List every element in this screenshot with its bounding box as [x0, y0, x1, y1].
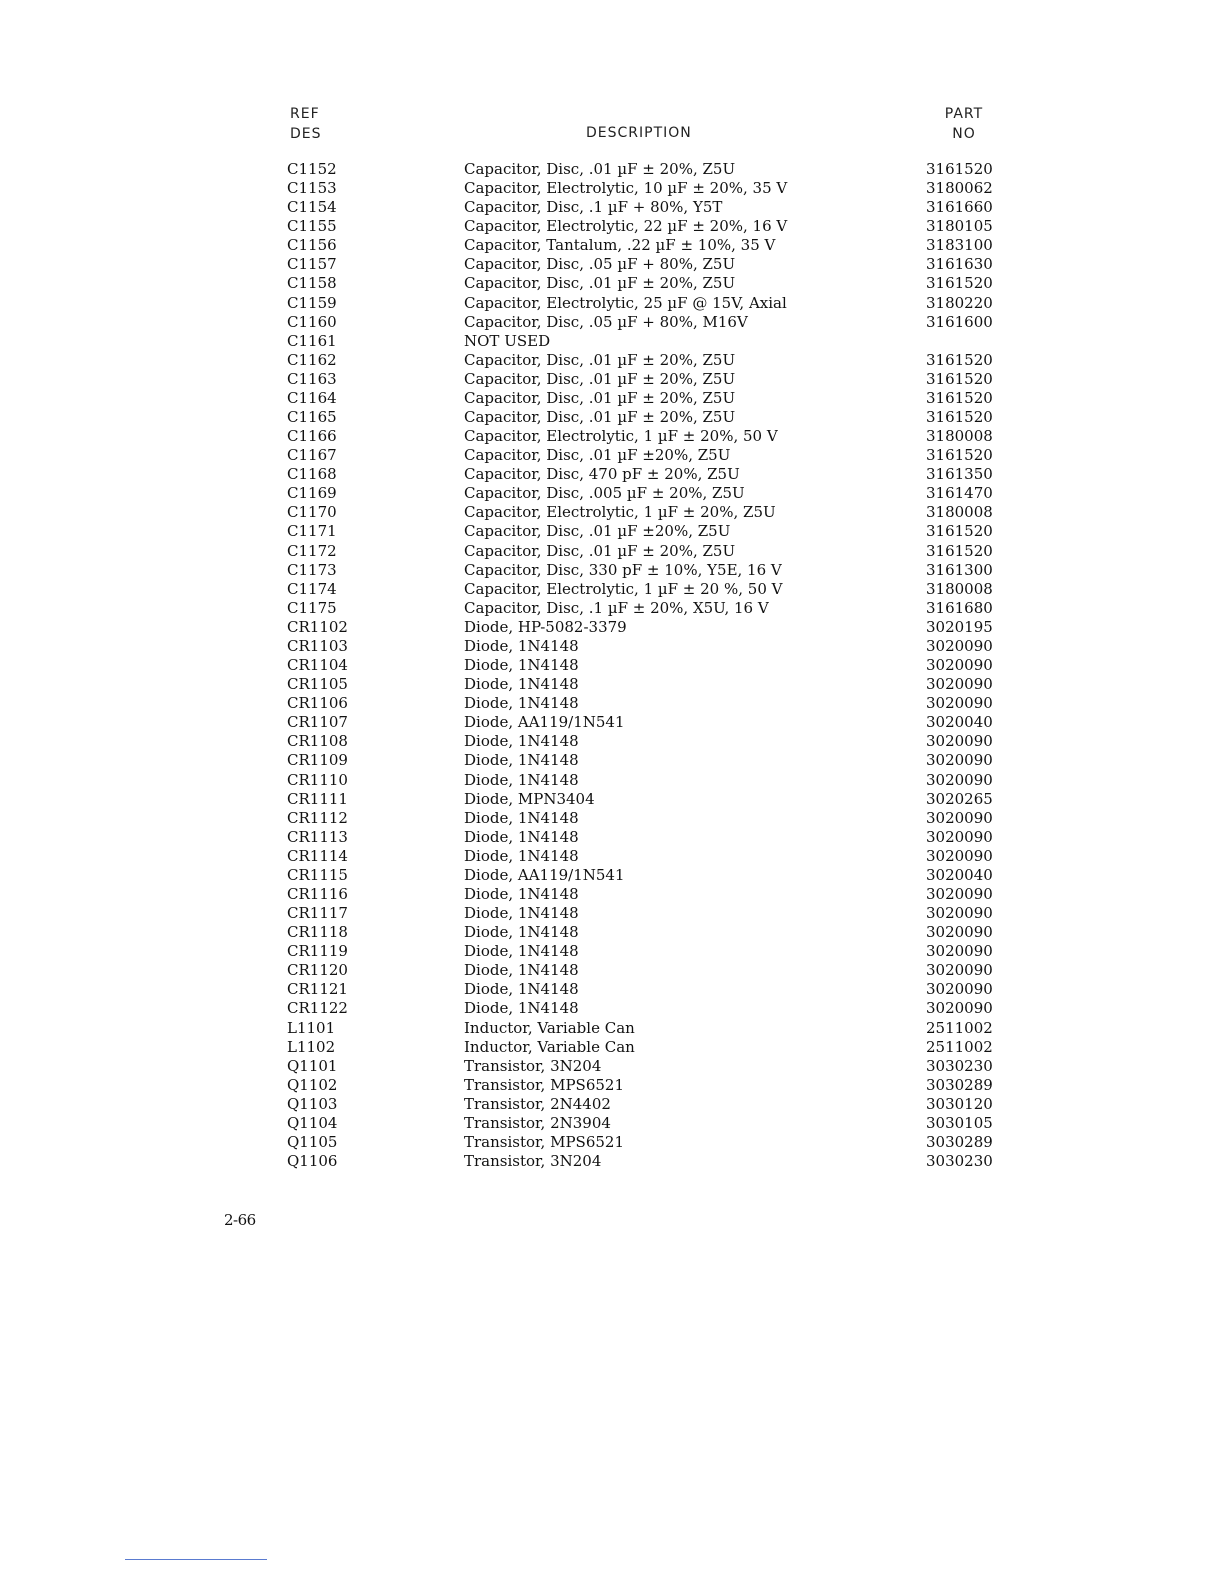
table-row	[0, 1133, 1224, 1152]
header-description: DESCRIPTION	[586, 125, 692, 141]
table-row	[0, 1152, 1224, 1171]
ref-des-cell: CR1104	[287, 656, 348, 675]
table-row	[0, 370, 1224, 389]
ref-des-cell: CR1115	[287, 865, 348, 884]
part-no-cell: 3030289	[926, 1132, 993, 1151]
part-no-cell: 3161520	[926, 274, 993, 293]
part-no-cell: 3180008	[926, 427, 993, 446]
table-row	[0, 217, 1224, 236]
table-row	[0, 542, 1224, 561]
table-row	[0, 522, 1224, 541]
ref-des-cell: CR1109	[287, 751, 348, 770]
part-no-cell: 3161470	[926, 484, 993, 503]
description-cell: Diode, HP-5082-3379	[464, 617, 627, 636]
description-cell: Capacitor, Disc, .05 µF + 80%, Z5U	[464, 255, 736, 274]
part-no-cell: 3161680	[926, 598, 993, 617]
header-part-line: PART	[944, 106, 984, 122]
table-row	[0, 236, 1224, 255]
table-row	[0, 408, 1224, 427]
description-cell: Capacitor, Disc, .01 µF ± 20%, Z5U	[464, 408, 736, 427]
description-cell: Diode, AA119/1N541	[464, 713, 625, 732]
description-cell: Diode, MPN3404	[464, 789, 595, 808]
table-row	[0, 771, 1224, 790]
table-header	[0, 104, 1224, 148]
ref-des-cell: CR1119	[287, 942, 348, 961]
table-row	[0, 961, 1224, 980]
part-no-cell: 3020090	[926, 656, 993, 675]
part-no-cell: 3180008	[926, 503, 993, 522]
ref-des-cell: C1169	[287, 484, 337, 503]
description-cell: Capacitor, Disc, .01 µF ± 20%, Z5U	[464, 274, 736, 293]
part-no-cell: 3161630	[926, 255, 993, 274]
part-no-cell: 3020090	[926, 961, 993, 980]
ref-des-cell: CR1103	[287, 636, 348, 655]
description-cell: Diode, 1N4148	[464, 808, 579, 827]
part-no-cell: 3161520	[926, 350, 993, 369]
part-no-cell: 3020090	[926, 846, 993, 865]
description-cell: Capacitor, Disc, .01 µF ± 20%, Z5U	[464, 541, 736, 560]
part-no-cell: 3020195	[926, 617, 993, 636]
description-cell: Capacitor, Electrolytic, 1 µF ± 20%, Z5U	[464, 503, 776, 522]
ref-des-cell: C1156	[287, 236, 337, 255]
part-no-cell: 3030289	[926, 1075, 993, 1094]
ref-des-cell: C1165	[287, 408, 337, 427]
table-row	[0, 389, 1224, 408]
ref-des-cell: C1160	[287, 312, 337, 331]
description-cell: Inductor, Variable Can	[464, 1037, 635, 1056]
description-cell: Diode, 1N4148	[464, 980, 579, 999]
part-no-cell: 3020040	[926, 713, 993, 732]
description-cell: NOT USED	[464, 331, 551, 350]
ref-des-cell: Q1104	[287, 1113, 338, 1132]
ref-des-cell: C1163	[287, 369, 337, 388]
description-cell: Transistor, 3N204	[464, 1056, 602, 1075]
ref-des-cell: C1175	[287, 598, 337, 617]
table-row	[0, 675, 1224, 694]
part-no-cell: 3020090	[926, 942, 993, 961]
table-row	[0, 618, 1224, 637]
ref-des-cell: C1174	[287, 579, 337, 598]
description-cell: Capacitor, Electrolytic, 22 µF ± 20%, 16 V	[464, 217, 788, 236]
description-cell: Diode, 1N4148	[464, 656, 579, 675]
ref-des-cell: L1102	[287, 1037, 336, 1056]
table-row	[0, 198, 1224, 217]
table-row	[0, 274, 1224, 293]
part-no-cell: 3161350	[926, 465, 993, 484]
description-cell: Capacitor, Tantalum, .22 µF ± 10%, 35 V	[464, 236, 776, 255]
description-cell: Capacitor, Disc, .1 µF + 80%, Y5T	[464, 198, 723, 217]
part-no-cell: 3030230	[926, 1056, 993, 1075]
ref-des-cell: Q1105	[287, 1132, 338, 1151]
ref-des-cell: CR1110	[287, 770, 348, 789]
part-no-cell: 3161520	[926, 160, 993, 178]
ref-des-cell: C1157	[287, 255, 337, 274]
ref-des-cell: L1101	[287, 1018, 336, 1037]
header-des-line: DES	[290, 126, 322, 142]
table-row	[0, 809, 1224, 828]
table-row	[0, 751, 1224, 770]
table-row	[0, 160, 1224, 179]
table-row	[0, 332, 1224, 351]
ref-des-cell: C1170	[287, 503, 337, 522]
table-row	[0, 637, 1224, 656]
part-no-cell: 3020090	[926, 980, 993, 999]
table-row	[0, 790, 1224, 809]
description-cell: Diode, 1N4148	[464, 923, 579, 942]
description-cell: Transistor, 2N3904	[464, 1113, 611, 1132]
ref-des-cell: C1167	[287, 446, 337, 465]
part-no-cell: 3030105	[926, 1113, 993, 1132]
part-no-cell: 3020090	[926, 923, 993, 942]
ref-des-cell: C1159	[287, 293, 337, 312]
table-row	[0, 1076, 1224, 1095]
description-cell: Diode, 1N4148	[464, 884, 579, 903]
description-cell: Capacitor, Electrolytic, 10 µF ± 20%, 35 V	[464, 179, 788, 198]
part-no-cell: 3020265	[926, 789, 993, 808]
description-cell: Transistor, 2N4402	[464, 1094, 611, 1113]
ref-des-cell: C1168	[287, 465, 337, 484]
description-cell: Capacitor, Disc, .01 µF ± 20%, Z5U	[464, 388, 736, 407]
ref-des-cell: CR1102	[287, 617, 348, 636]
table-row	[0, 1114, 1224, 1133]
ref-des-cell: Q1106	[287, 1152, 338, 1171]
description-cell: Capacitor, Electrolytic, 1 µF ± 20 %, 50 V	[464, 579, 783, 598]
ref-des-cell: C1152	[287, 160, 337, 178]
part-no-cell: 3020090	[926, 732, 993, 751]
part-no-cell: 3161520	[926, 541, 993, 560]
description-cell: Capacitor, Disc, .01 µF ± 20%, Z5U	[464, 369, 736, 388]
part-no-cell: 3180062	[926, 179, 993, 198]
ref-des-cell: CR1113	[287, 827, 348, 846]
ref-des-cell: CR1106	[287, 694, 348, 713]
description-cell: Diode, 1N4148	[464, 770, 579, 789]
table-row	[0, 732, 1224, 751]
table-row	[0, 847, 1224, 866]
ref-des-cell: CR1105	[287, 675, 348, 694]
table-row	[0, 465, 1224, 484]
ref-des-cell: CR1111	[287, 789, 348, 808]
part-no-cell: 3020090	[926, 694, 993, 713]
table-row	[0, 580, 1224, 599]
table-row	[0, 904, 1224, 923]
table-row	[0, 828, 1224, 847]
ref-des-cell: CR1117	[287, 904, 348, 923]
part-no-cell: 3020090	[926, 675, 993, 694]
description-cell: Capacitor, Disc, .01 µF ±20%, Z5U	[464, 446, 731, 465]
part-no-cell: 3030230	[926, 1152, 993, 1171]
part-no-cell: 3161600	[926, 312, 993, 331]
description-cell: Diode, 1N4148	[464, 904, 579, 923]
part-no-cell: 3183100	[926, 236, 993, 255]
table-row	[0, 866, 1224, 885]
part-no-cell: 3020090	[926, 904, 993, 923]
ref-des-cell: C1171	[287, 522, 337, 541]
header-part-no	[934, 104, 994, 144]
table-row	[0, 942, 1224, 961]
part-no-cell: 3020090	[926, 999, 993, 1018]
part-no-cell: 3161520	[926, 408, 993, 427]
part-no-cell: 3161520	[926, 446, 993, 465]
table-row	[0, 427, 1224, 446]
ref-des-cell: C1164	[287, 388, 337, 407]
part-no-cell: 3180220	[926, 293, 993, 312]
description-cell: Diode, 1N4148	[464, 694, 579, 713]
description-cell: Capacitor, Disc, .005 µF ± 20%, Z5U	[464, 484, 745, 503]
table-row	[0, 656, 1224, 675]
description-cell: Capacitor, Electrolytic, 25 µF @ 15V, Axial	[464, 293, 787, 312]
ref-des-cell: C1153	[287, 179, 337, 198]
part-no-cell: 3020090	[926, 808, 993, 827]
table-row	[0, 561, 1224, 580]
ref-des-cell: CR1116	[287, 884, 348, 903]
description-cell: Diode, 1N4148	[464, 942, 579, 961]
description-cell: Capacitor, Disc, 330 pF ± 10%, Y5E, 16 V	[464, 560, 782, 579]
ref-des-cell: C1154	[287, 198, 337, 217]
description-cell: Capacitor, Disc, .05 µF + 80%, M16V	[464, 312, 748, 331]
part-no-cell: 3030120	[926, 1094, 993, 1113]
description-cell: Transistor, MPS6521	[464, 1075, 624, 1094]
part-no-cell: 3020090	[926, 636, 993, 655]
ref-des-cell: CR1120	[287, 961, 348, 980]
page-number: 2-66	[224, 1211, 256, 1229]
ref-des-cell: CR1118	[287, 923, 348, 942]
part-no-cell: 3020090	[926, 751, 993, 770]
ref-des-cell: CR1121	[287, 980, 348, 999]
part-no-cell: 2511002	[926, 1037, 993, 1056]
table-row	[0, 446, 1224, 465]
description-cell: Diode, 1N4148	[464, 636, 579, 655]
table-row	[0, 351, 1224, 370]
table-row	[0, 694, 1224, 713]
ref-des-cell: CR1108	[287, 732, 348, 751]
ref-des-cell: C1173	[287, 560, 337, 579]
ref-des-cell: C1166	[287, 427, 337, 446]
description-cell: Capacitor, Disc, .01 µF ± 20%, Z5U	[464, 160, 736, 178]
table-row	[0, 484, 1224, 503]
part-no-cell: 3180105	[926, 217, 993, 236]
table-row	[0, 599, 1224, 618]
ref-des-cell: CR1107	[287, 713, 348, 732]
ref-des-cell: C1158	[287, 274, 337, 293]
table-row	[0, 885, 1224, 904]
description-cell: Capacitor, Electrolytic, 1 µF ± 20%, 50 V	[464, 427, 778, 446]
description-cell: Capacitor, Disc, .01 µF ± 20%, Z5U	[464, 350, 736, 369]
ref-des-cell: C1162	[287, 350, 337, 369]
part-no-cell: 3020090	[926, 884, 993, 903]
table-row	[0, 923, 1224, 942]
description-cell: Diode, 1N4148	[464, 846, 579, 865]
ref-des-cell: C1161	[287, 331, 337, 350]
header-ref-line: REF	[290, 106, 320, 122]
table-row	[0, 255, 1224, 274]
ref-des-cell: Q1101	[287, 1056, 338, 1075]
ref-des-cell: Q1102	[287, 1075, 338, 1094]
part-no-cell: 3161520	[926, 522, 993, 541]
description-cell: Capacitor, Disc, .01 µF ±20%, Z5U	[464, 522, 731, 541]
part-no-cell: 3161520	[926, 369, 993, 388]
part-no-cell: 3161300	[926, 560, 993, 579]
description-cell: Diode, 1N4148	[464, 961, 579, 980]
table-row	[0, 1019, 1224, 1038]
description-cell: Inductor, Variable Can	[464, 1018, 635, 1037]
part-no-cell: 3161660	[926, 198, 993, 217]
description-cell: Transistor, MPS6521	[464, 1132, 624, 1151]
table-row	[0, 1095, 1224, 1114]
table-row	[0, 294, 1224, 313]
part-no-cell: 3180008	[926, 579, 993, 598]
ref-des-cell: CR1112	[287, 808, 348, 827]
table-row	[0, 713, 1224, 732]
header-ref-des	[290, 104, 322, 144]
ref-des-cell: CR1114	[287, 846, 348, 865]
description-cell: Capacitor, Disc, 470 pF ± 20%, Z5U	[464, 465, 740, 484]
part-no-cell: 2511002	[926, 1018, 993, 1037]
header-no-line: NO	[952, 126, 976, 142]
ref-des-cell: C1172	[287, 541, 337, 560]
description-cell: Transistor, 3N204	[464, 1152, 602, 1171]
table-row	[0, 980, 1224, 999]
table-row	[0, 1057, 1224, 1076]
description-cell: Capacitor, Disc, .1 µF ± 20%, X5U, 16 V	[464, 598, 769, 617]
description-cell: Diode, 1N4148	[464, 999, 579, 1018]
table-row	[0, 313, 1224, 332]
table-row	[0, 179, 1224, 198]
description-cell: Diode, 1N4148	[464, 732, 579, 751]
description-cell: Diode, 1N4148	[464, 675, 579, 694]
table-row	[0, 1038, 1224, 1057]
footnote-rule	[125, 1559, 267, 1560]
table-row	[0, 999, 1224, 1018]
part-no-cell: 3020040	[926, 865, 993, 884]
parts-list-table	[0, 160, 1224, 1171]
ref-des-cell: C1155	[287, 217, 337, 236]
description-cell: Diode, AA119/1N541	[464, 865, 625, 884]
description-cell: Diode, 1N4148	[464, 827, 579, 846]
part-no-cell: 3020090	[926, 827, 993, 846]
table-row	[0, 503, 1224, 522]
description-cell: Diode, 1N4148	[464, 751, 579, 770]
ref-des-cell: Q1103	[287, 1094, 338, 1113]
part-no-cell: 3161520	[926, 388, 993, 407]
ref-des-cell: CR1122	[287, 999, 348, 1018]
part-no-cell: 3020090	[926, 770, 993, 789]
